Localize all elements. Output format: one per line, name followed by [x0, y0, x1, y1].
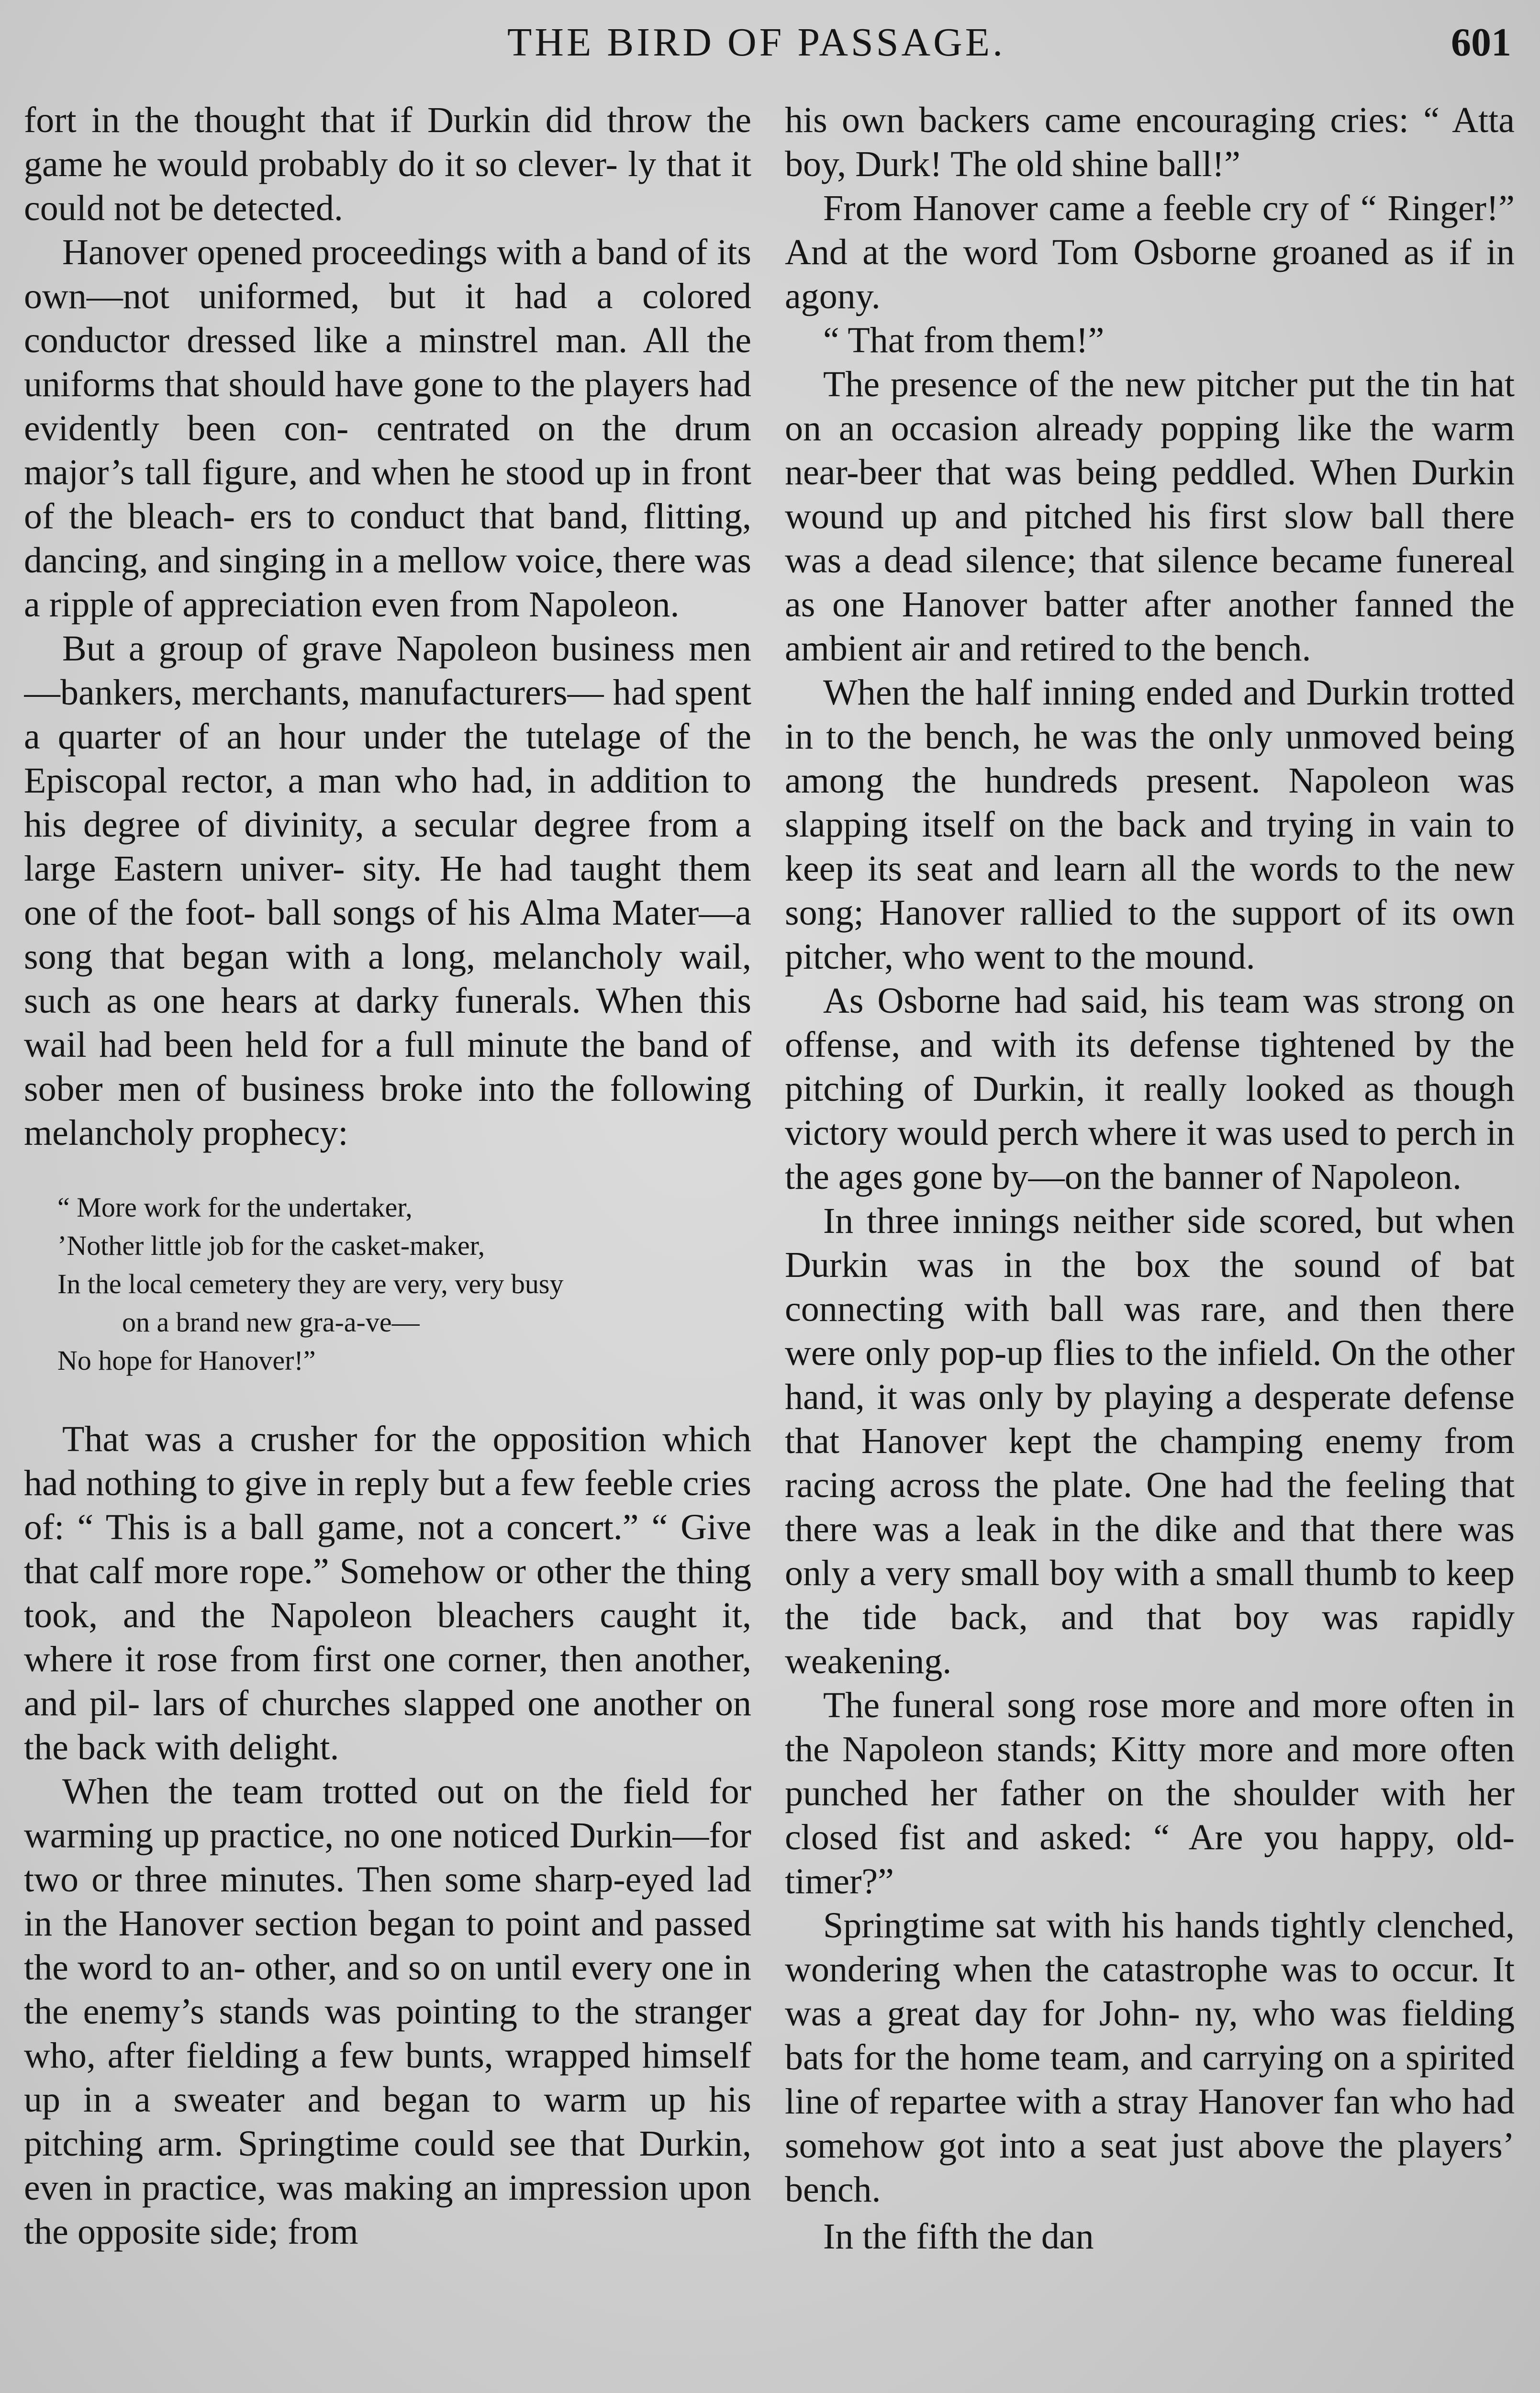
paragraph: In the fifth the dan [823, 2216, 1094, 2257]
paragraph: But a group of grave Napoleon business men—bankers, merchants, manufacturers— had spent a quarter of an hour under the tutelage of the Episcopal rector, a man who had, in addition to his degree of divinity, a secular degree from a large Eastern univer- sity. He had taught them one of the foot- ball songs of his Alma Mater—a song that began with a long, melancholy wail, such as one hears at darky funerals. When this wail had been held for a full minute the band of sober men of business broke into the following melancholy prophecy: [24, 628, 751, 1153]
verse-line: In the local cemetery they are very, very busy [57, 1268, 564, 1299]
paragraph: “ That from them!” [823, 320, 1105, 360]
paragraph: The presence of the new pitcher put the tin hat on an occasion already popping like the warm near-beer that was being peddled. When Durkin wound up and pitched his first slow ball there was a dead silence; that silence became funereal as one Hanover batter after another fanned the ambient air and retired to the bench. [785, 364, 1515, 669]
running-title: THE BIRD OF PASSAGE. [507, 20, 1006, 65]
verse-line: on a brand new gra-a-ve— [122, 1307, 420, 1338]
paragraph: As Osborne had said, his team was strong on offense, and with its defense tightened by the pitching of Durkin, it really looked as though victory would perch where it was used to perch in the ages gone by—on the banner of Napoleon. [785, 981, 1515, 1197]
paragraph: When the team trotted out on the field for warming up practice, no one noticed Durkin—for two or three minutes. Then some sharp-eyed lad in the Hanover section began to point and passed the word to an- other, and so on until every one in the enemy’s stands was pointing to the stranger who, after fielding a few bunts, wrapped himself up in a sweater and began to warm up his pitching arm. Springtime could see that Durkin, even in practice, was making an impression upon the opposite side; from [24, 1771, 751, 2252]
song-verse [57, 1188, 751, 1380]
paragraph: The funeral song rose more and more often in the Napoleon stands; Kitty more and more often punched her father on the shoulder with her closed fist and asked: “ Are you happy, old-timer?” [785, 1685, 1515, 1901]
verse-line: No hope for Hanover!” [57, 1345, 316, 1376]
paragraph: his own backers came encouraging cries: “ Atta boy, Durk! The old shine ball!” [785, 100, 1515, 184]
right-column [785, 98, 1515, 2393]
paragraph: When the half inning ended and Durkin trotted in to the bench, he was the only unmoved being among the hundreds present. Napoleon was slapping itself on the back and trying in vain to keep its seat and learn all the words to the new song; Hanover rallied to the support of its own pitcher, who went to the mound. [785, 672, 1515, 977]
paragraph: Springtime sat with his hands tightly clenched, wondering when the catastrophe was to occur. It was a great day for John- ny, who was fielding bats for the home team, and carrying on a spirited line of repartee with a stray Hanover fan who had somehow got into a seat just above the players’ bench. [785, 1905, 1515, 2210]
paragraph: fort in the thought that if Durkin did throw the game he would probably do it so clever- ly that it could not be detected. [24, 100, 751, 228]
paragraph: That was a crusher for the opposition which had nothing to give in reply but a few feeble cries of: “ This is a ball game, not a concert.” “ Give that calf more rope.” Somehow or other the thing took, and the Napoleon bleachers caught it, where it rose from first one corner, then another, and pil- lars of churches slapped one another on the back with delight. [24, 1419, 751, 1767]
page-header [0, 19, 1540, 77]
paragraph: In three innings neither side scored, but when Durkin was in the box the sound of bat connecting with ball was rare, and then there were only pop-up flies to the infield. On the other hand, it was only by playing a desperate defense that Hanover kept the champing enemy from racing across the plate. One had the feeling that there was a leak in the dike and that there was only a very small boy with a small thumb to keep the tide back, and that boy was rapidly weakening. [785, 1201, 1515, 1681]
verse-line: “ More work for the undertaker, [57, 1192, 413, 1223]
page-number: 601 [1451, 20, 1511, 65]
verse-line: ’Nother little job for the casket-maker, [57, 1230, 485, 1261]
paragraph: From Hanover came a feeble cry of “ Ringer!” And at the word Tom Osborne groaned as if in agony. [785, 188, 1515, 316]
paragraph: Hanover opened proceedings with a band of its own—not uniformed, but it had a colored conductor dressed like a minstrel man. All the uniforms that should have gone to the players had evidently been con- centrated on the drum major’s tall figure, and when he stood up in front of the bleach- ers to conduct that band, flitting, dancing, and singing in a mellow voice, there was a ripple of appreciation even from Napoleon. [24, 232, 751, 625]
left-column [24, 98, 751, 2393]
